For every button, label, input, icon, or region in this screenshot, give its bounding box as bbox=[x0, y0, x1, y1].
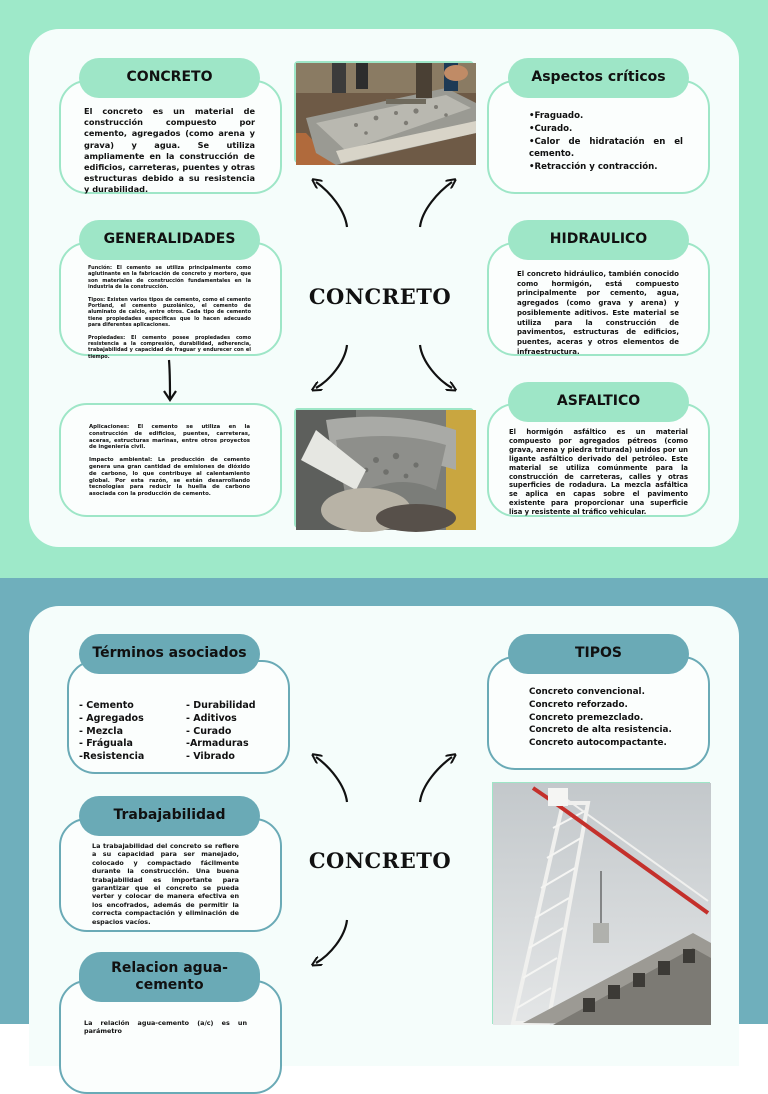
term-item: - Agregados bbox=[79, 712, 144, 724]
tipos-title: TIPOS bbox=[508, 634, 689, 674]
tipos-list bbox=[529, 686, 672, 750]
hidraulico-text: El concreto hidráulico, también conocido como hormigón, está compuesto principalmente por cemento, agua, agregados (como grava y arena) y posiblemente aditivos. Este material se utiliza para la construcción de pavimentos, estructuras de edificios, puentes, aceras y otros elementos de infraestructura. bbox=[517, 270, 679, 356]
aspectos-item: •Retracción y contracción. bbox=[529, 162, 658, 173]
concreto-title: CONCRETO bbox=[79, 58, 260, 98]
center-title-2: CONCRETO bbox=[308, 848, 452, 873]
term-item: - Durabilidad bbox=[186, 700, 256, 711]
term-item: -Resistencia bbox=[79, 751, 145, 763]
term-item: - Vibrado bbox=[186, 751, 235, 763]
tipo-item: Concreto convencional. bbox=[529, 687, 645, 697]
center-title-1: CONCRETO bbox=[308, 284, 452, 309]
hidraulico-title: HIDRAULICO bbox=[508, 220, 689, 260]
term-item: - Mezcla bbox=[79, 725, 123, 737]
tipo-item: Concreto reforzado. bbox=[529, 699, 628, 710]
crane-building-photo bbox=[492, 782, 710, 1024]
term-item: - Fráguala bbox=[79, 738, 133, 750]
impacto-ambiental-p2: Impacto ambiental: La producción de cemento genera una gran cantidad de emisiones de dióxido de carbono, lo que contribuye al calentamiento global. Por esta razón, se están desarrollando tecnologías para reducir la huella de carbono asociada con la producción de cemento. bbox=[89, 457, 250, 498]
aspectos-item: •Calor de hidratación en el cemento. bbox=[529, 136, 683, 160]
generalidades-funcion: Función: El cemento se utiliza principalmente como aglutinante en la fabricación de concreto y mortero, que son materiales de construcción fundamentales en la industria de la construcción. bbox=[88, 265, 251, 291]
terminos-column-1 bbox=[79, 700, 144, 764]
concrete-mixer-photo bbox=[294, 408, 474, 528]
term-item: - Aditivos bbox=[186, 712, 237, 724]
generalidades-text bbox=[88, 265, 251, 360]
term-item: - Cemento bbox=[79, 700, 134, 711]
concrete-pouring-photo bbox=[294, 61, 474, 163]
generalidades-title: GENERALIDADES bbox=[79, 220, 260, 260]
aspectos-list bbox=[529, 110, 683, 174]
tipo-item: Concreto de alta resistencia. bbox=[529, 725, 672, 736]
trabajabilidad-title: Trabajabilidad bbox=[79, 796, 260, 836]
aspectos-item: •Curado. bbox=[529, 123, 573, 134]
aplicaciones-text bbox=[89, 424, 250, 498]
trabajabilidad-text: La trabajabilidad del concreto se refiere a su capacidad para ser manejado, colocado y compactado fácilmente durante la construcción. Una buena trabajabilidad es importante para garantizar que el concreto se pueda verter y colocar de manera efectiva en los encofrados, además de permitir la correcta compactación y eliminación de espacios vacíos. bbox=[92, 842, 239, 926]
tipo-item: Concreto autocompactante. bbox=[529, 738, 667, 749]
asfaltico-title: ASFALTICO bbox=[508, 382, 689, 422]
aplicaciones-p1: Aplicaciones: El cemento se utiliza en la construcción de edificios, puentes, carreteras, aceras, estructuras marinas, entre otros proyectos de ingeniería civil. bbox=[89, 424, 250, 451]
term-item: - Curado bbox=[186, 725, 232, 737]
terminos-title: Términos asociados bbox=[79, 634, 260, 674]
terminos-column-2 bbox=[186, 700, 256, 764]
generalidades-tipos: Tipos: Existen varios tipos de cemento, como el cemento Portland, el cemento puzolánico, el cemento de aluminato de calcio, entre otros. Cada tipo de cemento tiene propiedades específicas que lo hacen adecuado para diferentes aplicaciones. bbox=[88, 296, 251, 329]
generalidades-propiedades: Propiedades: El cemento posee propiedades como resistencia a la compresión, durabilidad, adherencia, trabajabilidad y capacidad de fraguar y endurecer con el tiempo. bbox=[88, 334, 251, 360]
down-arrow bbox=[160, 358, 180, 404]
aspectos-item: •Fraguado. bbox=[529, 111, 584, 121]
term-item: -Armaduras bbox=[186, 738, 249, 750]
tipo-item: Concreto premezclado. bbox=[529, 712, 644, 723]
asfaltico-text: El hormigón asfáltico es un material compuesto por agregados pétreos (como grava, arena y piedra triturada) unidos por un ligante asfáltico derivado del petróleo. Este material se utiliza comúnmente para la construcción de carreteras, calles y otras superficies de rodadura. La mezcla asfáltica se aplica en capas sobre el pavimento existente para proporcionar una superficie lisa y resistente al tráfico vehicular. bbox=[509, 428, 688, 517]
concreto-text: El concreto es un material de construcción compuesto por cemento, agregados (como arena y grava) y agua. Se utiliza ampliamente en la construcción de edificios, carreteras, puentes y otras estructuras debido a su resistencia y durabilidad. bbox=[84, 106, 255, 195]
relacion-title: Relacion agua-cemento bbox=[79, 952, 260, 1002]
relacion-text: La relación agua-cemento (a/c) es un parámetro bbox=[84, 1019, 247, 1036]
aspectos-title: Aspectos críticos bbox=[508, 58, 689, 98]
